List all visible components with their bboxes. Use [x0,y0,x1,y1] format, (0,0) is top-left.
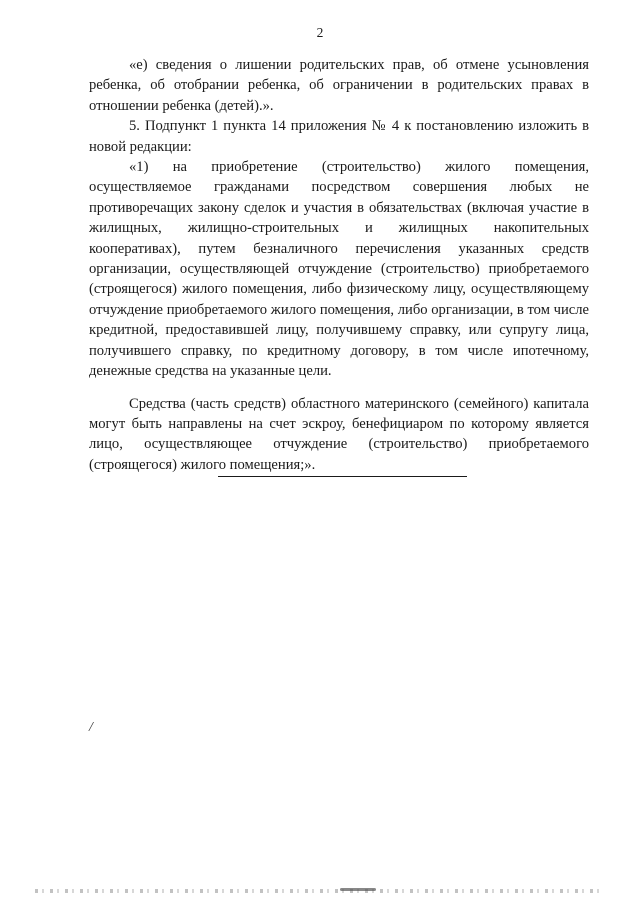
margin-mark: / [89,720,93,735]
paragraph-subitem-e: «е) сведения о лишении родительских прав, об отмене усыновления ребенка, об отобрании ребенка, об ограничении в родительских правах в отношении ребенка (детей).». [89,57,589,114]
page-number: 2 [316,25,324,40]
document-body [89,55,589,475]
paragraph-item-5: 5. Подпункт 1 пункта 14 приложения № 4 к постановлению изложить в новой редакции: [89,118,589,155]
end-divider-line [218,476,467,477]
scan-footer-mark [340,888,376,891]
paragraph-escrow: Средства (часть средств) областного материнского (семейного) капитала могут быть направлены на счет эскроу, бенефициаром по которому является лицо, осуществляющее отчуждение (строительство) приобретаемого (строящегося) жилого помещения;». [89,395,589,473]
scan-footer-noise [35,889,605,893]
paragraph-subitem-1: «1) на приобретение (строительство) жилого помещения, осуществляемое гражданами посредством совершения любых не противоречащих закону сделок и участия в обязательствах (включая участие в жилищных, жилищно-строительных и жилищных накопительных кооперативах), путем безналичного перечисления указанных средств организации, осуществляющей отчуждение (строительство) приобретаемого (строящегося) жилого помещения, либо физическому лицу, осуществляющему отчуждение приобретаемого жилого помещения, либо организации, в том числе кредитной, предоставившей лицу, получившему справку, или супругу лица, получившего справку, по кредитному договору, в том числе ипотечному, денежные средства на указанные цели. [89,159,589,380]
